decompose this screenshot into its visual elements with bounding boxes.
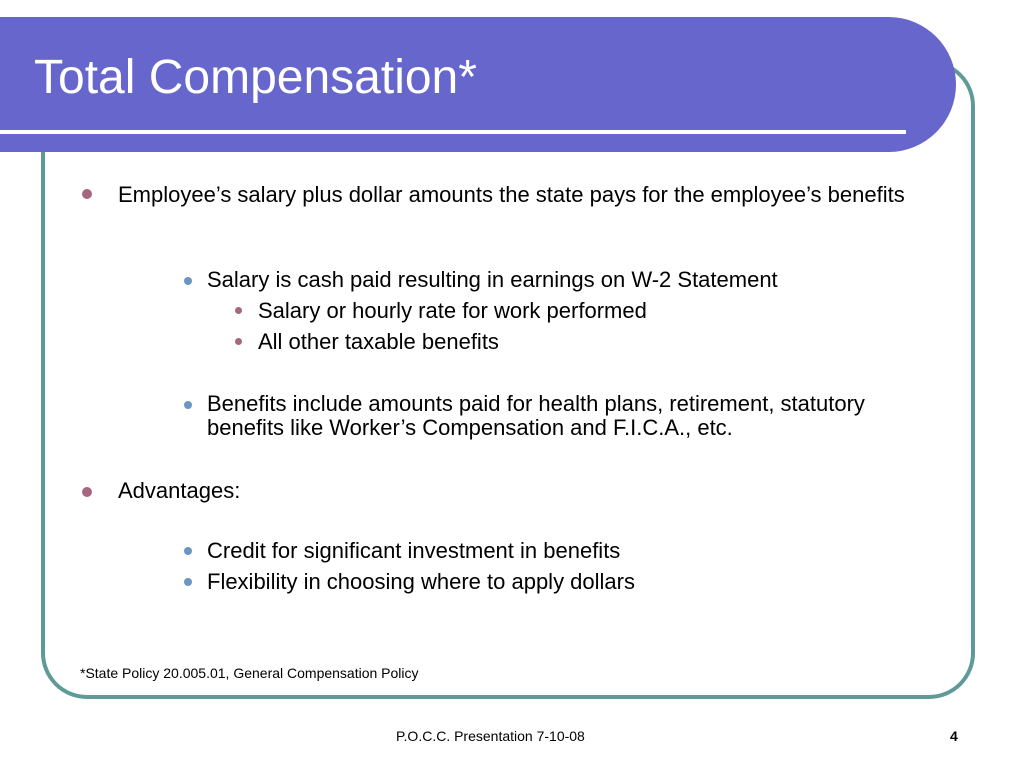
bullet-item: Employee’s salary plus dollar amounts the state pays for the employee’s benefits [118,182,905,207]
bullet-icon [184,401,192,409]
sub-bullet-item: Flexibility in choosing where to apply dollars [207,569,635,594]
bullet-item: Advantages: [118,478,241,503]
footer-text: P.O.C.C. Presentation 7-10-08 [396,728,585,744]
slide-title: Total Compensation* [34,51,477,104]
bullet-icon [82,487,92,497]
sub-bullet-item: Benefits include amounts paid for health plans, retirement, statutory benefits like Worker’s Compensation and F.I.C.A., etc. [207,391,865,440]
bullet-icon [235,338,242,345]
sub-bullet-item: Salary is cash paid resulting in earnings on W-2 Statement [207,267,778,292]
bullet-icon [184,547,192,555]
bullet-icon [184,578,192,586]
footnote: *State Policy 20.005.01, General Compensation Policy [80,665,419,681]
sub-bullet-item: Credit for significant investment in benefits [207,538,621,563]
page-number: 4 [950,728,958,744]
bullet-icon [184,277,192,285]
sub-sub-bullet-item: Salary or hourly rate for work performed [258,298,647,323]
bullet-icon [82,189,92,199]
bullet-icon [235,307,242,314]
sub-sub-bullet-item: All other taxable benefits [258,329,499,354]
